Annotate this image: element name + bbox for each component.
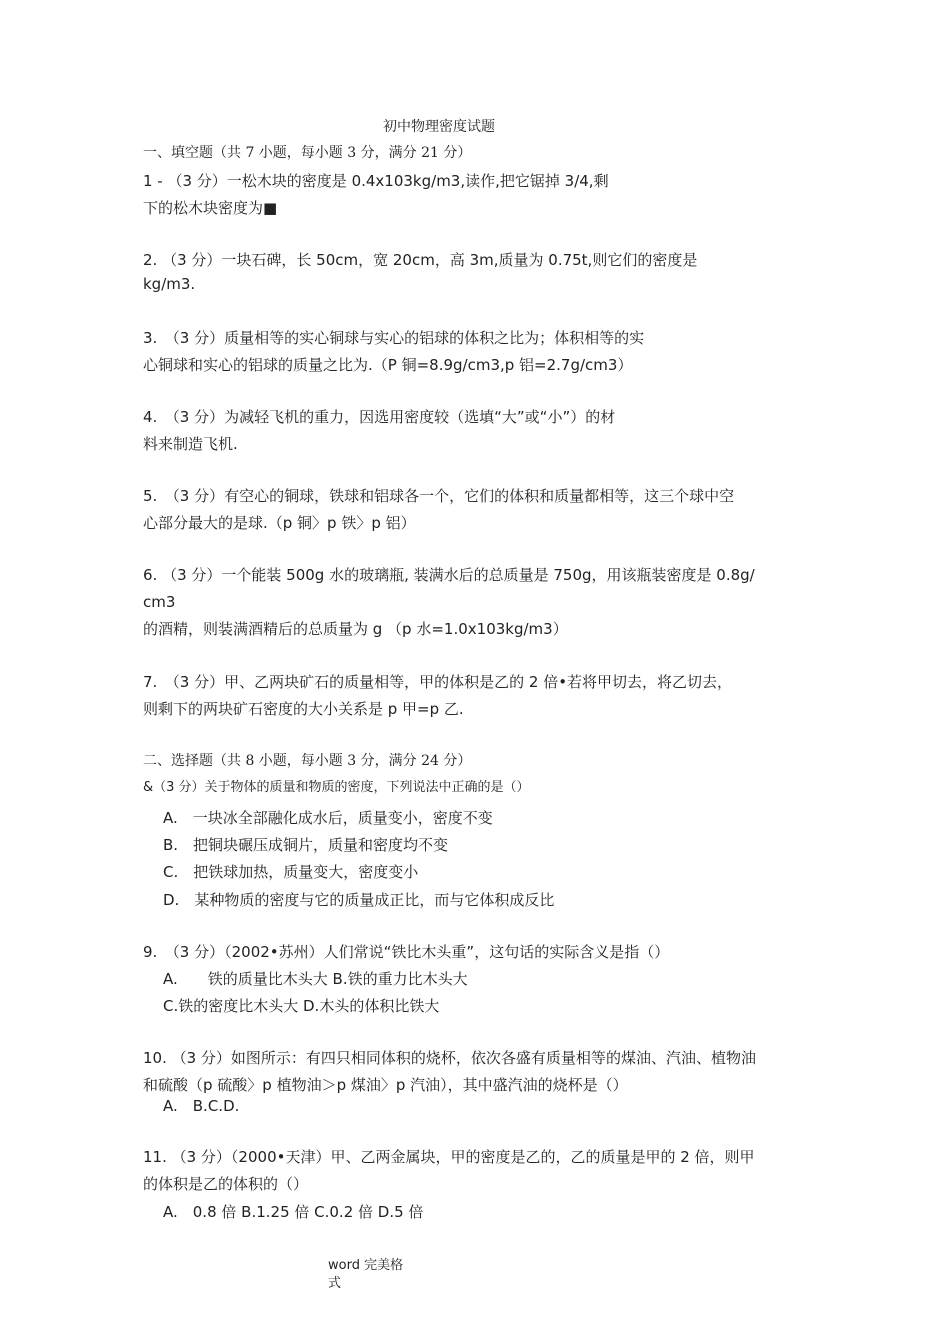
- footer-line-2: 式: [328, 1276, 342, 1291]
- section-heading-multiple-choice: 二、选择题（共 8 小题，每小题 3 分，满分 24 分）: [143, 753, 472, 769]
- question-4-line-1: 4. （3 分）为减轻飞机的重力，因选用密度较（选填“大”或“小”）的材: [143, 408, 616, 426]
- question-5-line-1: 5. （3 分）有空心的铜球，铁球和铝球各一个，它们的体积和质量都相等，这三个球中空: [143, 487, 735, 505]
- section-heading-fill-blank: 一、填空题（共 7 小题，每小题 3 分，满分 21 分）: [143, 145, 472, 161]
- document-title: 初中物理密度试题: [383, 119, 495, 135]
- footer-line-1: word 完美格: [328, 1258, 404, 1273]
- question-3-line-2: 心铜球和实心的铝球的质量之比为.（P 铜=8.9g/cm3,p 铝=2.7g/cm3）: [143, 356, 633, 374]
- question-6-line-1: 6. （3 分）一个能装 500g 水的玻璃瓶, 装满水后的总质量是 750g，用该瓶装密度是 0.8g/: [143, 566, 755, 584]
- question-7-line-2: 则剩下的两块矿石密度的大小关系是 p 甲=p 乙.: [143, 700, 464, 718]
- question-1-line-1: 1 - （3 分）一松木块的密度是 0.4x103kg/m3,读作,把它锯掉 3/4,剩: [143, 172, 609, 190]
- question-11-line-2: 的体积是乙的体积的（）: [143, 1175, 309, 1193]
- question-4-line-2: 料来制造飞机.: [143, 435, 238, 453]
- question-10-line-2: 和硫酸（p 硫酸〉p 植物油＞p 煤油〉p 汽油），其中盛汽油的烧杯是（）: [143, 1076, 628, 1094]
- question-2-line-2: kg/m3.: [143, 275, 196, 293]
- question-10-options: A. B.C.D.: [163, 1097, 240, 1115]
- question-6-line-2: cm3: [143, 593, 176, 611]
- question-8-option-d: D. 某种物质的密度与它的质量成正比，而与它体积成反比: [163, 891, 555, 909]
- question-5-line-2: 心部分最大的是球.（p 铜〉p 铁〉p 铝）: [143, 514, 416, 532]
- question-9-options-cd: C.铁的密度比木头大 D.木头的体积比铁大: [163, 997, 440, 1015]
- question-7-line-1: 7. （3 分）甲、乙两块矿石的质量相等，甲的体积是乙的 2 倍•若将甲切去，将乙切去，: [143, 673, 733, 691]
- question-8-option-a: A. 一块冰全部融化成水后，质量变小，密度不变: [163, 809, 493, 827]
- question-9-options-ab: A. 铁的质量比木头大 B.铁的重力比木头大: [163, 970, 468, 988]
- question-11-options: A. 0.8 倍 B.1.25 倍 C.0.2 倍 D.5 倍: [163, 1203, 424, 1221]
- question-10-line-1: 10. （3 分）如图所示：有四只相同体积的烧杯，依次各盛有质量相等的煤油、汽油、植物油: [143, 1049, 756, 1067]
- question-6-line-3: 的酒精，则装满酒精后的总质量为 g （p 水=1.0x103kg/m3）: [143, 620, 568, 638]
- question-9-stem: 9. （3 分）（2002•苏州）人们常说“铁比木头重”，这句话的实际含义是指（）: [143, 943, 670, 961]
- question-8-option-c: C. 把铁球加热，质量变大，密度变小: [163, 863, 419, 881]
- question-1-line-2: 下的松木块密度为■: [143, 199, 278, 217]
- question-2-line-1: 2. （3 分）一块石碑，长 50cm，宽 20cm，高 3m,质量为 0.75t,则它们的密度是: [143, 251, 698, 269]
- question-3-line-1: 3. （3 分）质量相等的实心铜球与实心的铝球的体积之比为；体积相等的实: [143, 329, 645, 347]
- question-8-option-b: B. 把铜块碾压成铜片，质量和密度均不变: [163, 836, 449, 854]
- question-11-line-1: 11. （3 分）（2000•天津）甲、乙两金属块，甲的密度是乙的，乙的质量是甲的 2 倍，则甲: [143, 1148, 755, 1166]
- question-8-stem: &（3 分）关于物体的质量和物质的密度，下列说法中正确的是（）: [143, 780, 530, 795]
